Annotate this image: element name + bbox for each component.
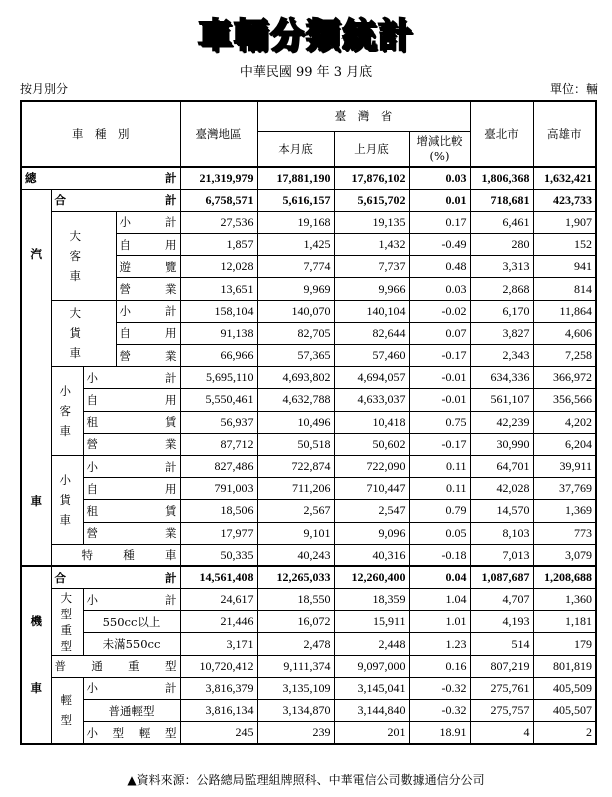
cell-change-pct: 0.01 xyxy=(409,189,470,211)
header-change-unit: (%) xyxy=(429,148,450,163)
cell-taiwan: 245 xyxy=(180,722,257,744)
cell-taipei: 8,103 xyxy=(470,522,533,544)
cell-last-month: 201 xyxy=(334,722,409,744)
cell-last-month: 82,644 xyxy=(334,322,409,344)
cell-this-month: 1,425 xyxy=(257,234,334,256)
cell-kaohsiung: 405,509 xyxy=(533,677,596,699)
cell-kaohsiung: 2 xyxy=(533,722,596,744)
group-label-char: 車 xyxy=(30,681,42,696)
group-label-text: 大型重型 xyxy=(60,590,72,653)
cell-change-pct: 0.04 xyxy=(409,566,470,588)
cell-last-month: 3,145,041 xyxy=(334,677,409,699)
cell-taiwan: 91,138 xyxy=(180,322,257,344)
cell-taiwan: 3,171 xyxy=(180,633,257,655)
cell-change-pct: -0.32 xyxy=(409,677,470,699)
cell-taiwan: 21,446 xyxy=(180,611,257,633)
cell-taipei: 3,313 xyxy=(470,256,533,278)
cell-this-month: 10,496 xyxy=(257,411,334,433)
cell-taipei: 6,461 xyxy=(470,211,533,233)
row-label: 自 用 xyxy=(116,234,180,256)
cell-kaohsiung: 3,079 xyxy=(533,544,596,566)
row-label: 普通輕型 xyxy=(83,700,180,722)
header-this-month: 本月底 xyxy=(257,131,334,167)
cell-kaohsiung: 1,181 xyxy=(533,611,596,633)
table-row xyxy=(21,522,596,544)
header-row-1 xyxy=(21,101,596,131)
cell-taipei: 42,028 xyxy=(470,478,533,500)
group-label-light xyxy=(51,677,83,744)
cell-last-month: 18,359 xyxy=(334,589,409,611)
cell-kaohsiung: 801,819 xyxy=(533,655,596,677)
cell-kaohsiung: 4,606 xyxy=(533,322,596,344)
cell-taiwan: 6,758,571 xyxy=(180,189,257,211)
cell-kaohsiung: 405,507 xyxy=(533,700,596,722)
cell-taipei: 280 xyxy=(470,234,533,256)
table-row xyxy=(21,189,596,211)
header-taipei: 臺北市 xyxy=(470,101,533,167)
cell-kaohsiung: 773 xyxy=(533,522,596,544)
cell-last-month: 9,966 xyxy=(334,278,409,300)
cell-this-month: 3,134,870 xyxy=(257,700,334,722)
group-label-moto xyxy=(21,566,51,744)
cell-this-month: 50,518 xyxy=(257,433,334,455)
grouping-note: 按月別分 xyxy=(20,82,69,96)
cell-taiwan: 24,617 xyxy=(180,589,257,611)
cell-taiwan: 56,937 xyxy=(180,411,257,433)
cell-last-month: 50,602 xyxy=(334,433,409,455)
cell-last-month: 7,737 xyxy=(334,256,409,278)
table-row xyxy=(21,300,596,322)
cell-last-month: 4,633,037 xyxy=(334,389,409,411)
row-label: 小 計 xyxy=(83,367,180,389)
row-label: 未滿550cc xyxy=(83,633,180,655)
cell-change-pct: 0.03 xyxy=(409,278,470,300)
cell-change-pct: 0.16 xyxy=(409,655,470,677)
cell-this-month: 2,567 xyxy=(257,500,334,522)
cell-this-month: 9,101 xyxy=(257,522,334,544)
cell-change-pct: 0.03 xyxy=(409,167,470,189)
cell-last-month: 5,615,702 xyxy=(334,189,409,211)
cell-taiwan: 13,651 xyxy=(180,278,257,300)
cell-this-month: 40,243 xyxy=(257,544,334,566)
vehicle-statistics-table xyxy=(20,100,597,745)
cell-taiwan: 17,977 xyxy=(180,522,257,544)
cell-taiwan: 21,319,979 xyxy=(180,167,257,189)
cell-taipei: 14,570 xyxy=(470,500,533,522)
cell-kaohsiung: 7,258 xyxy=(533,345,596,367)
cell-change-pct: -0.01 xyxy=(409,367,470,389)
row-label: 營 業 xyxy=(116,345,180,367)
cell-taipei: 275,757 xyxy=(470,700,533,722)
group-label-bus xyxy=(51,211,116,300)
cell-taiwan: 27,536 xyxy=(180,211,257,233)
cell-taiwan: 3,816,134 xyxy=(180,700,257,722)
cell-taipei: 64,701 xyxy=(470,455,533,477)
cell-kaohsiung: 39,911 xyxy=(533,455,596,477)
cell-this-month: 2,478 xyxy=(257,633,334,655)
group-label-char: 機 xyxy=(30,614,42,629)
row-label: 租 賃 xyxy=(83,500,180,522)
cell-kaohsiung: 4,202 xyxy=(533,411,596,433)
cell-change-pct: 0.48 xyxy=(409,256,470,278)
cell-this-month: 16,072 xyxy=(257,611,334,633)
cell-this-month: 9,969 xyxy=(257,278,334,300)
cell-kaohsiung: 366,972 xyxy=(533,367,596,389)
cell-change-pct: -0.02 xyxy=(409,300,470,322)
group-label-char: 車 xyxy=(30,493,42,508)
cell-taiwan: 827,486 xyxy=(180,455,257,477)
cell-last-month: 3,144,840 xyxy=(334,700,409,722)
cell-taiwan: 791,003 xyxy=(180,478,257,500)
cell-this-month: 4,632,788 xyxy=(257,389,334,411)
group-label-truck xyxy=(51,300,116,367)
cell-this-month: 17,881,190 xyxy=(257,167,334,189)
row-label: 營 業 xyxy=(116,278,180,300)
row-label: 營 業 xyxy=(83,433,180,455)
header-kaohsiung: 高雄市 xyxy=(533,101,596,167)
cell-change-pct: 18.91 xyxy=(409,722,470,744)
page-subtitle: 中華民國 99 年 3 月底 xyxy=(239,65,373,80)
cell-kaohsiung: 1,208,688 xyxy=(533,566,596,588)
cell-taipei: 3,827 xyxy=(470,322,533,344)
cell-last-month: 40,316 xyxy=(334,544,409,566)
header-change-label: 增減比較 xyxy=(416,133,463,148)
table-row xyxy=(21,722,596,744)
cell-change-pct: 0.11 xyxy=(409,478,470,500)
cell-taiwan: 87,712 xyxy=(180,433,257,455)
cell-change-pct: -0.49 xyxy=(409,234,470,256)
group-label-text: 大貨車 xyxy=(69,306,81,361)
cell-change-pct: -0.01 xyxy=(409,389,470,411)
cell-kaohsiung: 152 xyxy=(533,234,596,256)
row-label: 營 業 xyxy=(83,522,180,544)
cell-change-pct: 1.01 xyxy=(409,611,470,633)
cell-change-pct: -0.32 xyxy=(409,700,470,722)
row-label: 550cc以上 xyxy=(83,611,180,633)
table-row xyxy=(21,544,596,566)
row-label: 合 計 xyxy=(51,566,180,588)
cell-taiwan: 158,104 xyxy=(180,300,257,322)
group-label-text: 小貨車 xyxy=(59,472,71,527)
cell-kaohsiung: 356,566 xyxy=(533,389,596,411)
cell-this-month: 19,168 xyxy=(257,211,334,233)
cell-last-month: 9,097,000 xyxy=(334,655,409,677)
row-label: 自 用 xyxy=(116,322,180,344)
cell-taiwan: 1,857 xyxy=(180,234,257,256)
row-label: 合 計 xyxy=(51,189,180,211)
table-row xyxy=(21,211,596,233)
row-label: 總 計 xyxy=(21,167,180,189)
group-label-text: 大客車 xyxy=(69,228,81,283)
table-row xyxy=(21,433,596,455)
cell-last-month: 1,432 xyxy=(334,234,409,256)
cell-kaohsiung: 423,733 xyxy=(533,189,596,211)
cell-change-pct: 0.11 xyxy=(409,455,470,477)
cell-kaohsiung: 1,360 xyxy=(533,589,596,611)
cell-last-month: 9,096 xyxy=(334,522,409,544)
table-row xyxy=(21,455,596,477)
cell-last-month: 2,448 xyxy=(334,633,409,655)
cell-this-month: 3,135,109 xyxy=(257,677,334,699)
cell-taipei: 4,707 xyxy=(470,589,533,611)
cell-taipei: 1,087,687 xyxy=(470,566,533,588)
cell-last-month: 19,135 xyxy=(334,211,409,233)
table-row xyxy=(21,655,596,677)
cell-kaohsiung: 814 xyxy=(533,278,596,300)
group-label-car xyxy=(21,189,51,566)
cell-taipei: 561,107 xyxy=(470,389,533,411)
cell-kaohsiung: 1,369 xyxy=(533,500,596,522)
table-row xyxy=(21,500,596,522)
row-label: 租 賃 xyxy=(83,411,180,433)
cell-change-pct: 1.23 xyxy=(409,633,470,655)
row-label: 自 用 xyxy=(83,389,180,411)
cell-last-month: 12,260,400 xyxy=(334,566,409,588)
table-row xyxy=(21,611,596,633)
cell-taiwan: 50,335 xyxy=(180,544,257,566)
cell-kaohsiung: 179 xyxy=(533,633,596,655)
cell-taiwan: 5,550,461 xyxy=(180,389,257,411)
table-row xyxy=(21,589,596,611)
table-row xyxy=(21,411,596,433)
group-label-char: 汽 xyxy=(30,246,42,261)
cell-this-month: 57,365 xyxy=(257,345,334,367)
table-row xyxy=(21,566,596,588)
cell-taipei: 30,990 xyxy=(470,433,533,455)
cell-taipei: 2,868 xyxy=(470,278,533,300)
cell-this-month: 239 xyxy=(257,722,334,744)
cell-last-month: 2,547 xyxy=(334,500,409,522)
cell-taiwan: 5,695,110 xyxy=(180,367,257,389)
cell-taiwan: 14,561,408 xyxy=(180,566,257,588)
cell-change-pct: -0.17 xyxy=(409,345,470,367)
cell-this-month: 7,774 xyxy=(257,256,334,278)
row-label: 遊 覽 xyxy=(116,256,180,278)
cell-kaohsiung: 941 xyxy=(533,256,596,278)
cell-change-pct: 0.07 xyxy=(409,322,470,344)
table-row xyxy=(21,633,596,655)
row-label: 小 計 xyxy=(116,211,180,233)
unit-label: 單位：輛 xyxy=(549,82,598,96)
header-province: 臺 灣 省 xyxy=(257,101,470,131)
cell-kaohsiung: 1,632,421 xyxy=(533,167,596,189)
cell-kaohsiung: 11,864 xyxy=(533,300,596,322)
cell-change-pct: 0.17 xyxy=(409,211,470,233)
header-taiwan: 臺灣地區 xyxy=(180,101,257,167)
table-row xyxy=(21,167,596,189)
group-label-light-truck xyxy=(51,455,83,544)
header-change xyxy=(409,131,470,167)
data-source-note: ▲資料來源：公路總局監理組牌照科、中華電信公司數據通信分公司 xyxy=(127,773,485,787)
cell-this-month: 4,693,802 xyxy=(257,367,334,389)
cell-change-pct: -0.17 xyxy=(409,433,470,455)
row-label: 小 計 xyxy=(83,589,180,611)
table-row xyxy=(21,389,596,411)
cell-taipei: 4,193 xyxy=(470,611,533,633)
cell-change-pct: 0.79 xyxy=(409,500,470,522)
cell-last-month: 10,418 xyxy=(334,411,409,433)
cell-this-month: 18,550 xyxy=(257,589,334,611)
cell-this-month: 82,705 xyxy=(257,322,334,344)
cell-this-month: 722,874 xyxy=(257,455,334,477)
cell-taiwan: 10,720,412 xyxy=(180,655,257,677)
cell-taipei: 4 xyxy=(470,722,533,744)
row-label: 小 計 xyxy=(116,300,180,322)
cell-this-month: 12,265,033 xyxy=(257,566,334,588)
cell-last-month: 710,447 xyxy=(334,478,409,500)
cell-kaohsiung: 6,204 xyxy=(533,433,596,455)
cell-change-pct: 0.05 xyxy=(409,522,470,544)
row-label: 小 計 xyxy=(83,677,180,699)
table-row xyxy=(21,700,596,722)
group-label-text: 輕型 xyxy=(60,693,72,728)
cell-change-pct: -0.18 xyxy=(409,544,470,566)
row-label: 小 計 xyxy=(83,455,180,477)
cell-change-pct: 0.75 xyxy=(409,411,470,433)
cell-taipei: 1,806,368 xyxy=(470,167,533,189)
table-row xyxy=(21,367,596,389)
cell-taiwan: 18,506 xyxy=(180,500,257,522)
cell-taipei: 42,239 xyxy=(470,411,533,433)
cell-this-month: 140,070 xyxy=(257,300,334,322)
cell-taipei: 634,336 xyxy=(470,367,533,389)
cell-last-month: 722,090 xyxy=(334,455,409,477)
cell-taipei: 275,761 xyxy=(470,677,533,699)
cell-taipei: 807,219 xyxy=(470,655,533,677)
group-label-heavy xyxy=(51,589,83,656)
group-label-sedan xyxy=(51,367,83,456)
cell-last-month: 140,104 xyxy=(334,300,409,322)
cell-taipei: 7,013 xyxy=(470,544,533,566)
cell-taipei: 718,681 xyxy=(470,189,533,211)
cell-taipei: 6,170 xyxy=(470,300,533,322)
cell-this-month: 9,111,374 xyxy=(257,655,334,677)
cell-taipei: 2,343 xyxy=(470,345,533,367)
header-last-month: 上月底 xyxy=(334,131,409,167)
table-row xyxy=(21,677,596,699)
cell-last-month: 15,911 xyxy=(334,611,409,633)
cell-last-month: 17,876,102 xyxy=(334,167,409,189)
cell-taipei: 514 xyxy=(470,633,533,655)
cell-last-month: 57,460 xyxy=(334,345,409,367)
cell-taiwan: 12,028 xyxy=(180,256,257,278)
cell-last-month: 4,694,057 xyxy=(334,367,409,389)
table-row xyxy=(21,478,596,500)
cell-kaohsiung: 37,769 xyxy=(533,478,596,500)
group-label-text: 小客車 xyxy=(59,384,71,439)
cell-kaohsiung: 1,907 xyxy=(533,211,596,233)
row-label: 普 通 重 型 xyxy=(51,655,180,677)
cell-this-month: 5,616,157 xyxy=(257,189,334,211)
page-title: 車輛分類統計 xyxy=(198,16,414,56)
row-label: 小型輕型 xyxy=(83,722,180,744)
cell-taiwan: 3,816,379 xyxy=(180,677,257,699)
header-category: 車 種 別 xyxy=(21,101,180,167)
row-label: 自 用 xyxy=(83,478,180,500)
cell-this-month: 711,206 xyxy=(257,478,334,500)
cell-taiwan: 66,966 xyxy=(180,345,257,367)
row-label: 特 種 車 xyxy=(51,544,180,566)
cell-change-pct: 1.04 xyxy=(409,589,470,611)
